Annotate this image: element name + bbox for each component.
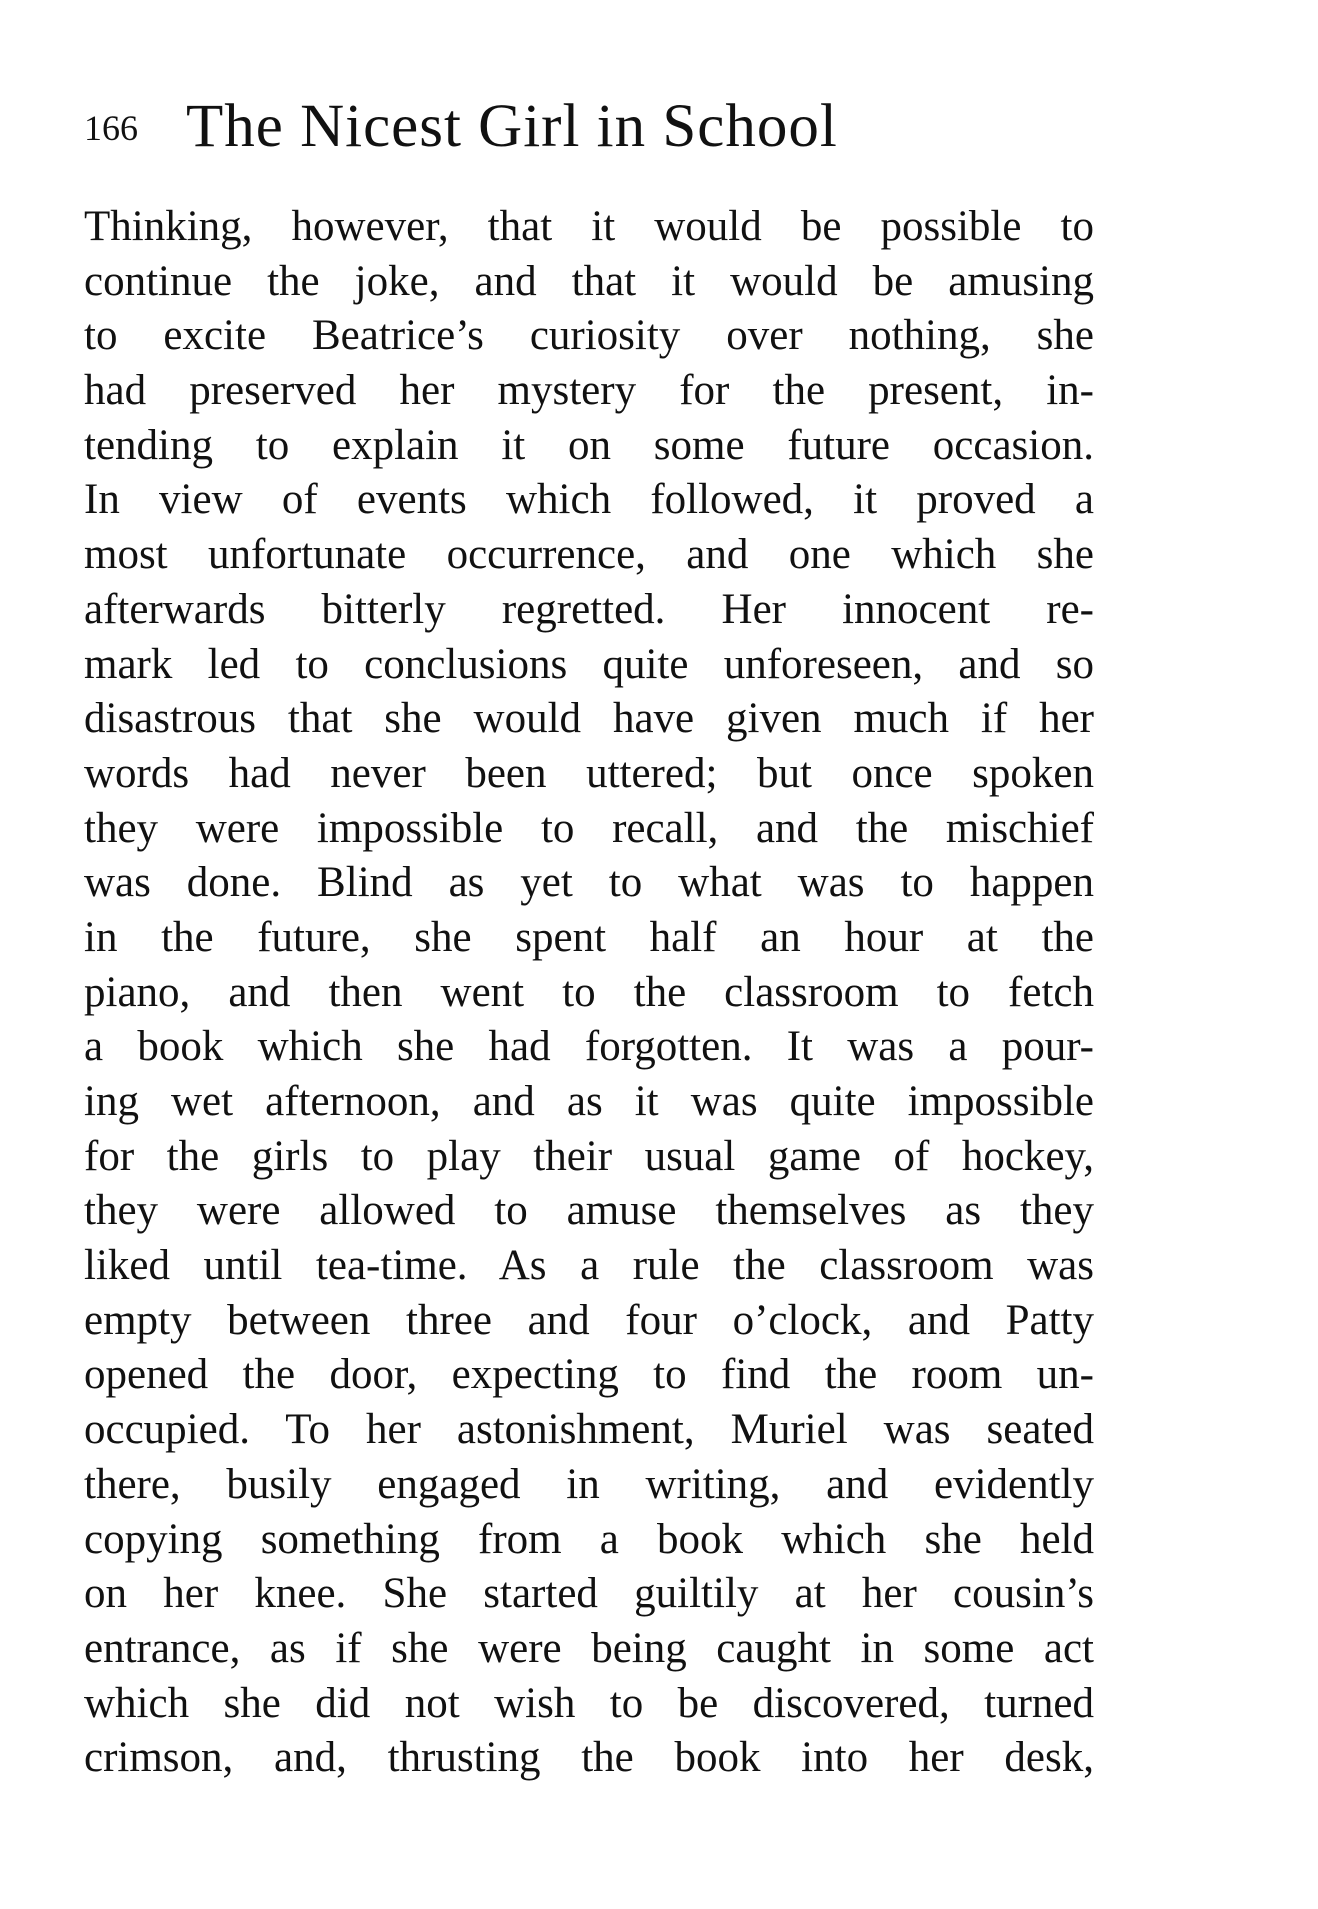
running-title: The Nicest Girl in School: [186, 93, 838, 160]
text-line: to excite Beatrice’s curiosity over nothing, she: [84, 312, 1094, 360]
text-line: words had never been uttered; but once spoken: [84, 749, 1094, 797]
text-line: occupied. To her astonishment, Muriel was seated: [84, 1406, 1094, 1454]
text-line: disastrous that she would have given much if her: [84, 695, 1094, 743]
text-line: mark led to conclusions quite unforeseen, and so: [84, 640, 1094, 688]
text-line: In view of events which followed, it proved a: [84, 476, 1094, 524]
text-line: Thinking, however, that it would be possible to: [84, 203, 1094, 250]
text-line: they were impossible to recall, and the mischief: [84, 804, 1094, 852]
text-line: on her knee. She started guiltily at her cousin’s: [84, 1570, 1094, 1618]
text-line: a book which she had forgotten. It was a pour-: [84, 1023, 1094, 1071]
text-line: piano, and then went to the classroom to fetch: [84, 968, 1094, 1016]
page-number: 166: [84, 108, 138, 148]
text-line: empty between three and four o’clock, and Patty: [84, 1296, 1094, 1344]
text-line: crimson, and, thrusting the book into her desk,: [84, 1734, 1094, 1782]
text-line: for the girls to play their usual game of hockey,: [84, 1132, 1094, 1180]
running-header: [84, 92, 1094, 172]
text-line: opened the door, expecting to find the room un-: [84, 1351, 1094, 1399]
text-line: afterwards bitterly regretted. Her innocent re-: [84, 585, 1094, 633]
text-line: had preserved her mystery for the present, in-: [84, 367, 1094, 415]
text-line: continue the joke, and that it would be amusing: [84, 257, 1094, 305]
text-line: liked until tea-time. As a rule the classroom was: [84, 1242, 1094, 1290]
text-line: most unfortunate occurrence, and one which she: [84, 531, 1094, 579]
text-line: entrance, as if she were being caught in some act: [84, 1624, 1094, 1672]
text-line: tending to explain it on some future occasion.: [84, 421, 1094, 469]
text-line: there, busily engaged in writing, and evidently: [84, 1460, 1094, 1508]
text-line: ing wet afternoon, and as it was quite impossible: [84, 1078, 1094, 1125]
text-line: which she did not wish to be discovered, turned: [84, 1679, 1094, 1727]
text-line: was done. Blind as yet to what was to happen: [84, 859, 1094, 907]
body-text: [84, 200, 1094, 1786]
text-line: in the future, she spent half an hour at the: [84, 913, 1094, 961]
text-line: they were allowed to amuse themselves as they: [84, 1187, 1094, 1235]
text-line: copying something from a book which she held: [84, 1515, 1094, 1563]
